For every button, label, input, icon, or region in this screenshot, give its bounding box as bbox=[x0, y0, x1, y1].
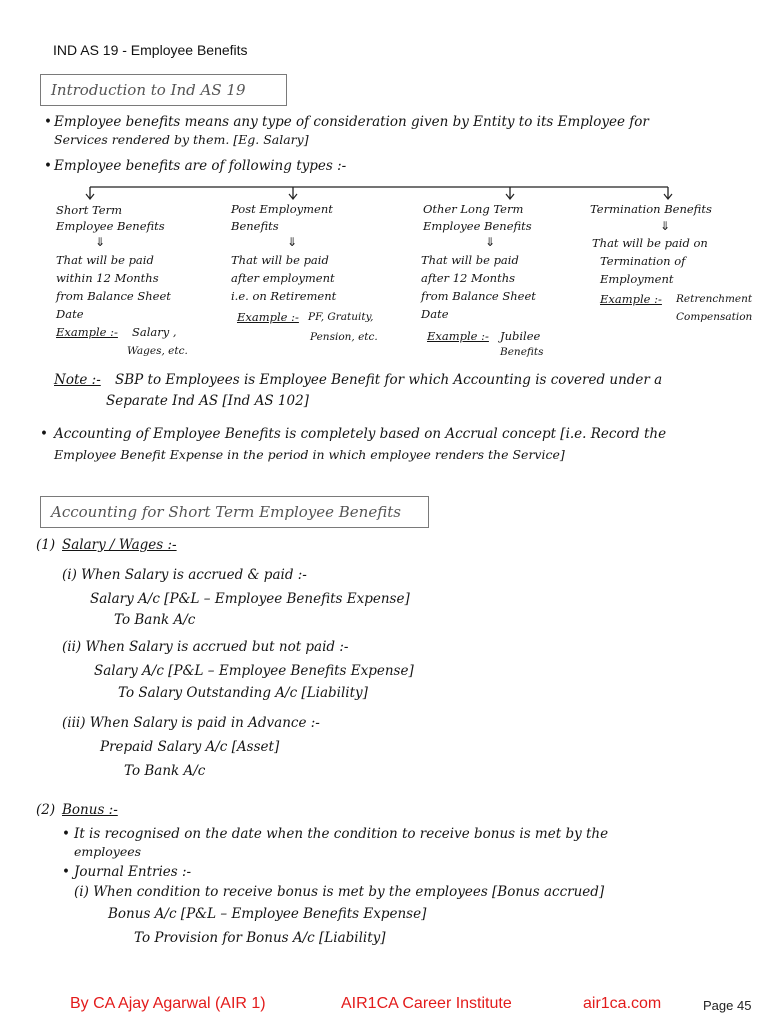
type-short-term-desc3: from Balance Sheet bbox=[56, 289, 171, 303]
type-short-term-desc2: within 12 Months bbox=[56, 271, 159, 285]
intro-bullet1-line2: Services rendered by them. [Eg. Salary] bbox=[54, 132, 309, 147]
bonus-bullet2: Journal Entries :- bbox=[74, 864, 192, 880]
type-post-employment-example-label: Example :- bbox=[237, 310, 299, 324]
double-down-arrow-icon: ⇓ bbox=[485, 235, 496, 249]
type-post-employment-example2: Pension, etc. bbox=[310, 331, 378, 343]
document-title: IND AS 19 - Employee Benefits bbox=[53, 42, 248, 58]
short-term-heading-box bbox=[40, 496, 429, 528]
type-termination-example1: Retrenchment bbox=[676, 293, 753, 305]
intro-bullet2: Employee benefits are of following types :- bbox=[54, 158, 347, 174]
type-termination-desc3: Employment bbox=[600, 272, 674, 286]
type-short-term-example1: Salary , bbox=[132, 325, 177, 339]
type-other-long-term-desc1: That will be paid bbox=[421, 253, 519, 267]
type-other-long-term-example1: Jubilee bbox=[500, 329, 541, 343]
short-term-heading: Accounting for Short Term Employee Benefits bbox=[51, 503, 401, 521]
type-termination-desc1: That will be paid on bbox=[592, 236, 708, 250]
intro-bullet3-line1: Accounting of Employee Benefits is completely based on Accrual concept [i.e. Record the bbox=[54, 426, 667, 442]
note-label: Note :- bbox=[54, 372, 101, 388]
bonus-heading: Bonus :- bbox=[62, 802, 118, 818]
intro-heading-box bbox=[40, 74, 287, 106]
type-post-employment-desc1: That will be paid bbox=[231, 253, 329, 267]
salary-case2-credit: To Salary Outstanding A/c [Liability] bbox=[118, 685, 368, 701]
type-other-long-term-desc2: after 12 Months bbox=[421, 271, 516, 285]
bonus-case1: (i) When condition to receive bonus is met by the employees [Bonus accrued] bbox=[74, 884, 605, 900]
type-termination-desc2: Termination of bbox=[600, 254, 686, 268]
type-other-long-term-desc4: Date bbox=[421, 307, 449, 321]
bullet-dot: • bbox=[40, 426, 48, 442]
double-down-arrow-icon: ⇓ bbox=[660, 219, 671, 233]
type-post-employment-desc3: i.e. on Retirement bbox=[231, 289, 337, 303]
type-termination-example2: Compensation bbox=[676, 311, 753, 323]
bonus-bullet1-line1: It is recognised on the date when the condition to receive bonus is met by the bbox=[74, 826, 609, 842]
page-number: Page 45 bbox=[703, 998, 752, 1013]
type-post-employment-example1: PF, Gratuity, bbox=[308, 311, 374, 323]
salary-case3-debit: Prepaid Salary A/c [Asset] bbox=[100, 739, 280, 755]
type-short-term-title1: Short Term bbox=[56, 203, 122, 217]
double-down-arrow-icon: ⇓ bbox=[287, 235, 298, 249]
bonus-credit: To Provision for Bonus A/c [Liability] bbox=[134, 930, 386, 946]
bonus-heading-number: (2) bbox=[36, 802, 56, 818]
type-termination-title1: Termination Benefits bbox=[590, 202, 712, 216]
footer-institute: AIR1CA Career Institute bbox=[341, 995, 512, 1012]
type-short-term-title2: Employee Benefits bbox=[56, 219, 165, 233]
salary-case3-credit: To Bank A/c bbox=[124, 763, 206, 779]
bullet-dot: • bbox=[62, 826, 70, 842]
bullet-dot: • bbox=[44, 114, 52, 130]
type-other-long-term-title1: Other Long Term bbox=[423, 202, 524, 216]
type-other-long-term-desc3: from Balance Sheet bbox=[421, 289, 536, 303]
bonus-debit: Bonus A/c [P&L – Employee Benefits Expense] bbox=[108, 906, 427, 922]
salary-case1-debit: Salary A/c [P&L – Employee Benefits Expense] bbox=[90, 591, 410, 607]
salary-case1: (i) When Salary is accrued & paid :- bbox=[62, 567, 307, 583]
bullet-dot: • bbox=[44, 158, 52, 174]
type-other-long-term-example-label: Example :- bbox=[427, 329, 489, 343]
salary-heading: Salary / Wages :- bbox=[62, 537, 177, 553]
bullet-dot: • bbox=[62, 864, 70, 880]
intro-heading: Introduction to Ind AS 19 bbox=[51, 81, 246, 99]
type-other-long-term-example2: Benefits bbox=[500, 346, 544, 358]
footer-author: By CA Ajay Agarwal (AIR 1) bbox=[70, 995, 266, 1012]
salary-case2-debit: Salary A/c [P&L – Employee Benefits Expense] bbox=[94, 663, 414, 679]
bonus-bullet1-line2: employees bbox=[74, 844, 142, 859]
double-down-arrow-icon: ⇓ bbox=[95, 235, 106, 249]
type-post-employment-title1: Post Employment bbox=[231, 202, 333, 216]
salary-heading-number: (1) bbox=[36, 537, 56, 553]
salary-case3: (iii) When Salary is paid in Advance :- bbox=[62, 715, 320, 731]
type-other-long-term-title2: Employee Benefits bbox=[423, 219, 532, 233]
note-line2: Separate Ind AS [Ind AS 102] bbox=[106, 393, 309, 409]
type-termination-example-label: Example :- bbox=[600, 292, 662, 306]
salary-case1-credit: To Bank A/c bbox=[114, 612, 196, 628]
intro-bullet3-line2: Employee Benefit Expense in the period in which employee renders the Service] bbox=[54, 447, 565, 462]
intro-bullet1-line1: Employee benefits means any type of consideration given by Entity to its Employee for bbox=[54, 114, 649, 130]
type-post-employment-desc2: after employment bbox=[231, 271, 335, 285]
types-tree-connector bbox=[0, 178, 768, 204]
note-line1: SBP to Employees is Employee Benefit for which Accounting is covered under a bbox=[115, 372, 663, 388]
type-post-employment-title2: Benefits bbox=[231, 219, 279, 233]
type-short-term-example-label: Example :- bbox=[56, 325, 118, 339]
type-short-term-desc1: That will be paid bbox=[56, 253, 154, 267]
footer-site[interactable]: air1ca.com bbox=[583, 995, 662, 1012]
type-short-term-desc4: Date bbox=[56, 307, 84, 321]
salary-case2: (ii) When Salary is accrued but not paid :- bbox=[62, 639, 349, 655]
type-short-term-example2: Wages, etc. bbox=[127, 345, 188, 357]
